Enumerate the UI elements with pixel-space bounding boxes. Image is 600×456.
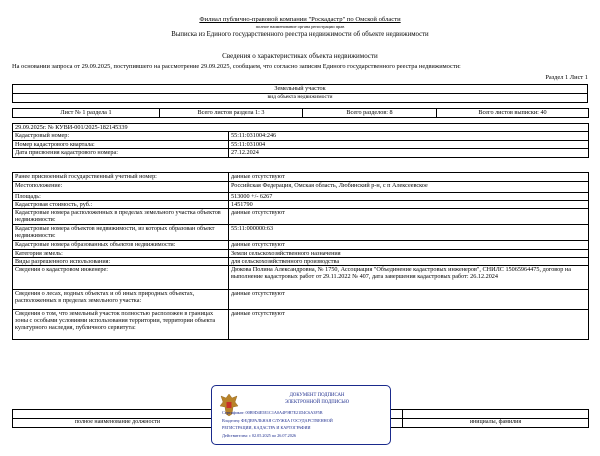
table-row — [13, 310, 589, 340]
stamp-certificate: Сертификат: 00B9D4E5E1C1A0A4F9B7E21D4C6A3F5B — [222, 410, 323, 415]
row-label: Дата присвоения кадастрового номера: — [13, 149, 229, 157]
row-value: 513000 +/- 6267 — [229, 193, 589, 201]
row-label: Номер кадастрового квартала: — [13, 140, 229, 148]
row-label: Кадастровые номера расположенных в пределах земельного участка объектов недвижимости: — [13, 209, 229, 225]
object-kind-box — [12, 84, 588, 103]
document-reference: 29.09.2025г. № КУВИ-001/2025-182145339 — [13, 124, 589, 132]
intro-text: На основании запроса от 29.09.2025, поступившего на рассмотрение 29.09.2025, сообщаем, что согласно записям Единого государственного реестра недвижимости: — [12, 63, 461, 70]
row-label: Ранее присвоенный государственный учетный номер: — [13, 173, 229, 182]
table-row — [13, 132, 589, 140]
section-sheets-total: Всего листов раздела 1: 3 — [160, 109, 303, 118]
table-row — [13, 241, 589, 250]
table-row — [13, 290, 589, 310]
row-value: данные отсутствуют — [229, 290, 589, 310]
row-value: 1451790 — [229, 201, 589, 209]
row-label: Сведения о том, что земельный участок полностью расположен в границах зоны с особыми условиями использования территории, территории объекта культурного наследия, публичного сервитута: — [13, 310, 229, 340]
signature-position — [13, 410, 223, 419]
table-row — [13, 193, 589, 201]
org-caption: полное наименование органа регистрации прав — [255, 24, 345, 29]
row-value: 27.12.2024 — [229, 149, 589, 157]
row-label: Виды разрешенного использования: — [13, 258, 229, 266]
document-title: Выписка из Единого государственного реестра недвижимости об объекте недвижимости — [171, 31, 429, 38]
electronic-signature-stamp — [211, 385, 391, 445]
signature-name — [403, 410, 589, 419]
row-value: 55:11:000000:63 — [229, 225, 589, 241]
org-name: Филиал публично-правовой компании "Роскадастр" по Омской области — [199, 16, 401, 23]
row-value: Дюкова Полина Александровна, № 1750, Ассоциация "Объединение кадастровых инженеров", СНИЛС 15065964475, договор на выполнение кадастровых работ от 29.11.2022 № 407, дата завершения кадастровых работ: 26.12.2024 — [229, 266, 589, 290]
section-label: Раздел 1 Лист 1 — [545, 74, 588, 81]
table-row — [13, 140, 589, 148]
stamp-line-1: ДОКУМЕНТ ПОДПИСАН — [289, 393, 345, 398]
row-label: Кадастровые номера объектов недвижимости, из которых образован объект недвижимости: — [13, 225, 229, 241]
row-value: данные отсутствуют — [229, 310, 589, 340]
document-subtitle: Сведения о характеристиках объекта недвижимости — [222, 52, 378, 60]
row-label: Категория земель: — [13, 250, 229, 258]
row-value: 55:11:031004:246 — [229, 132, 589, 140]
row-value: Земли сельскохозяйственного назначения — [229, 250, 589, 258]
row-label: Сведения о лесах, водных объектах и об иных природных объектах, расположенных в пределах земельного участка: — [13, 290, 229, 310]
row-label: Кадастровые номера образованных объектов недвижимости: — [13, 241, 229, 250]
table-row — [13, 182, 589, 193]
characteristics-table — [12, 172, 589, 340]
row-label: Кадастровая стоимость, руб.: — [13, 201, 229, 209]
stamp-owner-cont: РЕГИСТРАЦИИ, КАДАСТРА И КАРТОГРАФИИ — [222, 425, 311, 430]
summary-table — [12, 123, 589, 158]
table-row — [13, 266, 589, 290]
stamp-line-2: ЭЛЕКТРОННОЙ ПОДПИСЬЮ — [284, 400, 350, 405]
table-row — [13, 209, 589, 225]
sheet-info-row — [12, 108, 589, 118]
table-row — [13, 173, 589, 182]
row-value: данные отсутствуют — [229, 173, 589, 182]
row-value: данные отсутствуют — [229, 209, 589, 225]
table-row — [13, 149, 589, 157]
row-value: данные отсутствуют — [229, 241, 589, 250]
sections-total: Всего разделов: 8 — [303, 109, 437, 118]
stamp-owner: Владелец: ФЕДЕРАЛЬНАЯ СЛУЖБА ГОСУДАРСТВЕННОЙ — [222, 418, 333, 423]
row-label: Площадь: — [13, 193, 229, 201]
stamp-validity: Действителен: с 02.05.2025 по 26.07.2026 — [222, 433, 297, 438]
row-label: Кадастровый номер: — [13, 132, 229, 140]
object-kind: Земельный участок — [13, 85, 588, 94]
position-caption: полное наименование должности — [13, 419, 223, 428]
object-kind-caption: вид объекта недвижимости — [13, 94, 588, 103]
row-value: для сельскохозяйственного производства — [229, 258, 589, 266]
sheet-number: Лист № 1 раздела 1 — [13, 109, 160, 118]
row-label: Сведения о кадастровом инженере: — [13, 266, 229, 290]
row-label: Местоположение: — [13, 182, 229, 193]
table-row — [13, 201, 589, 209]
row-value: Российская Федерация, Омская область, Любинский р-н, с п Алексеевское — [229, 182, 589, 193]
extract-sheets-total: Всего листов выписки: 40 — [437, 109, 589, 118]
name-caption: инициалы, фамилия — [403, 419, 589, 428]
table-row — [13, 258, 589, 266]
row-value: 55:11:031004 — [229, 140, 589, 148]
table-row — [13, 250, 589, 258]
table-row — [13, 225, 589, 241]
